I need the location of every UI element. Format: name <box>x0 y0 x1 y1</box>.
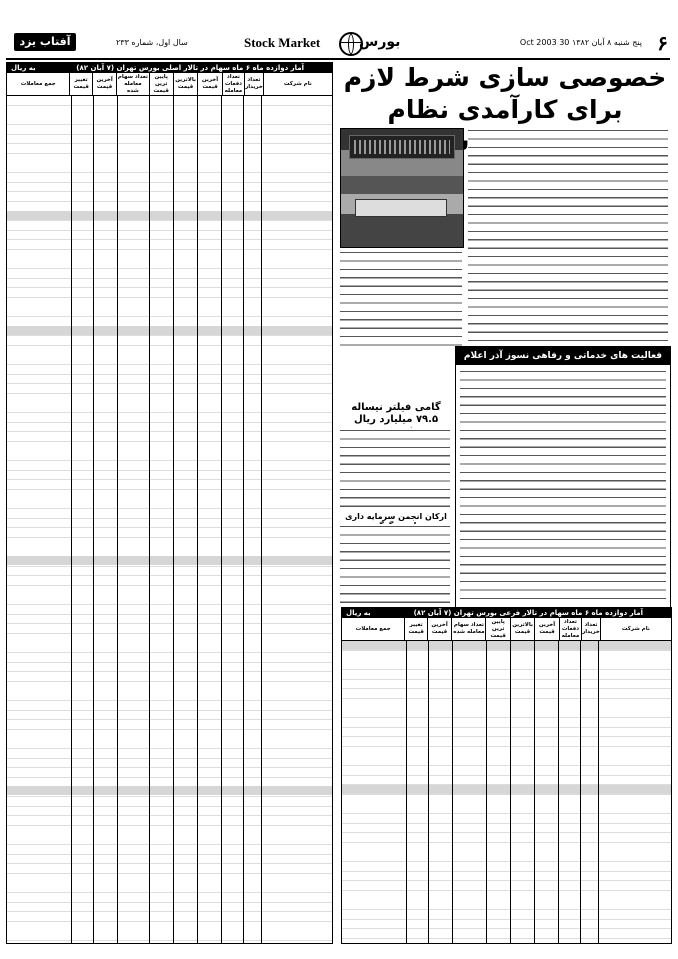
col-header: نام شرکت <box>600 618 671 640</box>
col-header: تعداد خریدار <box>581 618 600 640</box>
globe-icon <box>339 32 363 56</box>
col-header: آخرین قیمت <box>534 618 558 640</box>
table-row <box>7 211 332 220</box>
issue-number: سال اول، شماره ۲۳۳ <box>116 38 188 47</box>
article-column <box>468 128 668 346</box>
col-header: جمع معاملات <box>355 625 391 632</box>
news-box <box>455 346 671 608</box>
stock-exchange-photo <box>340 128 464 248</box>
table-unit: به ریال <box>346 609 371 617</box>
section-title-en: Stock Market <box>244 35 321 50</box>
col-header: تعداد سهام معامله شده <box>117 73 148 94</box>
article-column <box>340 250 462 346</box>
article-subheading: ۷۹.۵ میلیارد ریال <box>353 414 439 425</box>
table-row <box>7 786 332 795</box>
col-header: آخرین قیمت <box>92 73 116 95</box>
secondary-market-table <box>341 607 672 944</box>
col-header: پایین ترین قیمت <box>485 618 509 640</box>
col-header: تعداد سهام معامله شده <box>451 618 485 640</box>
headline-line: خصوصی سازی شرط لازم <box>343 63 667 92</box>
table-title-bar <box>7 63 332 73</box>
table-header <box>7 73 332 96</box>
article-subheading: گامی فیلتر نیساله <box>351 402 441 413</box>
col-header: تغییر قیمت <box>404 618 426 640</box>
table-title: آمار دوازده ماه ۶ ماه سهام در تالار فرعی بورس تهران (۷ آبان ۸۲) <box>413 609 643 617</box>
table-row <box>7 556 332 565</box>
page-header <box>6 28 670 60</box>
col-header: بالاترین قیمت <box>173 73 197 95</box>
col-header: تغییر قیمت <box>69 73 91 95</box>
table-body <box>342 641 671 944</box>
table-row <box>342 785 671 794</box>
col-header: نام شرکت <box>263 73 332 95</box>
article-column <box>340 428 450 508</box>
main-market-table <box>6 62 333 944</box>
table-row <box>342 641 671 650</box>
page-number: ۶ <box>657 31 668 55</box>
table-body <box>7 96 332 944</box>
table-header <box>342 618 671 641</box>
col-header: جمع معاملات <box>20 80 56 87</box>
table-title-bar <box>342 608 671 618</box>
col-header: بالاترین قیمت <box>510 618 534 640</box>
box-title: فعالیت های خدماتی و رفاهی نسوز آذر اعلام <box>456 347 670 365</box>
table-title: آمار دوازده ماه ۶ ماه سهام در تالار اصلی بورس تهران (۷ آبان ۸۲) <box>76 64 304 72</box>
col-header: تعداد خریدار <box>244 73 263 95</box>
col-header: آخرین قیمت <box>197 73 221 95</box>
article-subheading: ارکان انجمن سرمایه داری <box>345 512 447 521</box>
section-title-fa: بورس <box>359 34 401 50</box>
issue-date: پنج شنبه ۸ آبان ۱۳۸۲ 30 Oct 2003 <box>519 38 642 47</box>
newspaper-logo: آفتاب یزد <box>14 33 76 51</box>
col-header: آخرین قیمت <box>427 618 451 640</box>
table-row <box>7 326 332 335</box>
article-column <box>340 524 450 604</box>
col-header: تعداد دفعات معامله <box>222 73 244 95</box>
table-unit: به ریال <box>11 64 36 72</box>
col-header: تعداد دفعات معامله <box>559 618 581 640</box>
col-header: پایین ترین قیمت <box>149 73 173 95</box>
headline-line: برای کارآمدی نظام <box>387 95 623 124</box>
